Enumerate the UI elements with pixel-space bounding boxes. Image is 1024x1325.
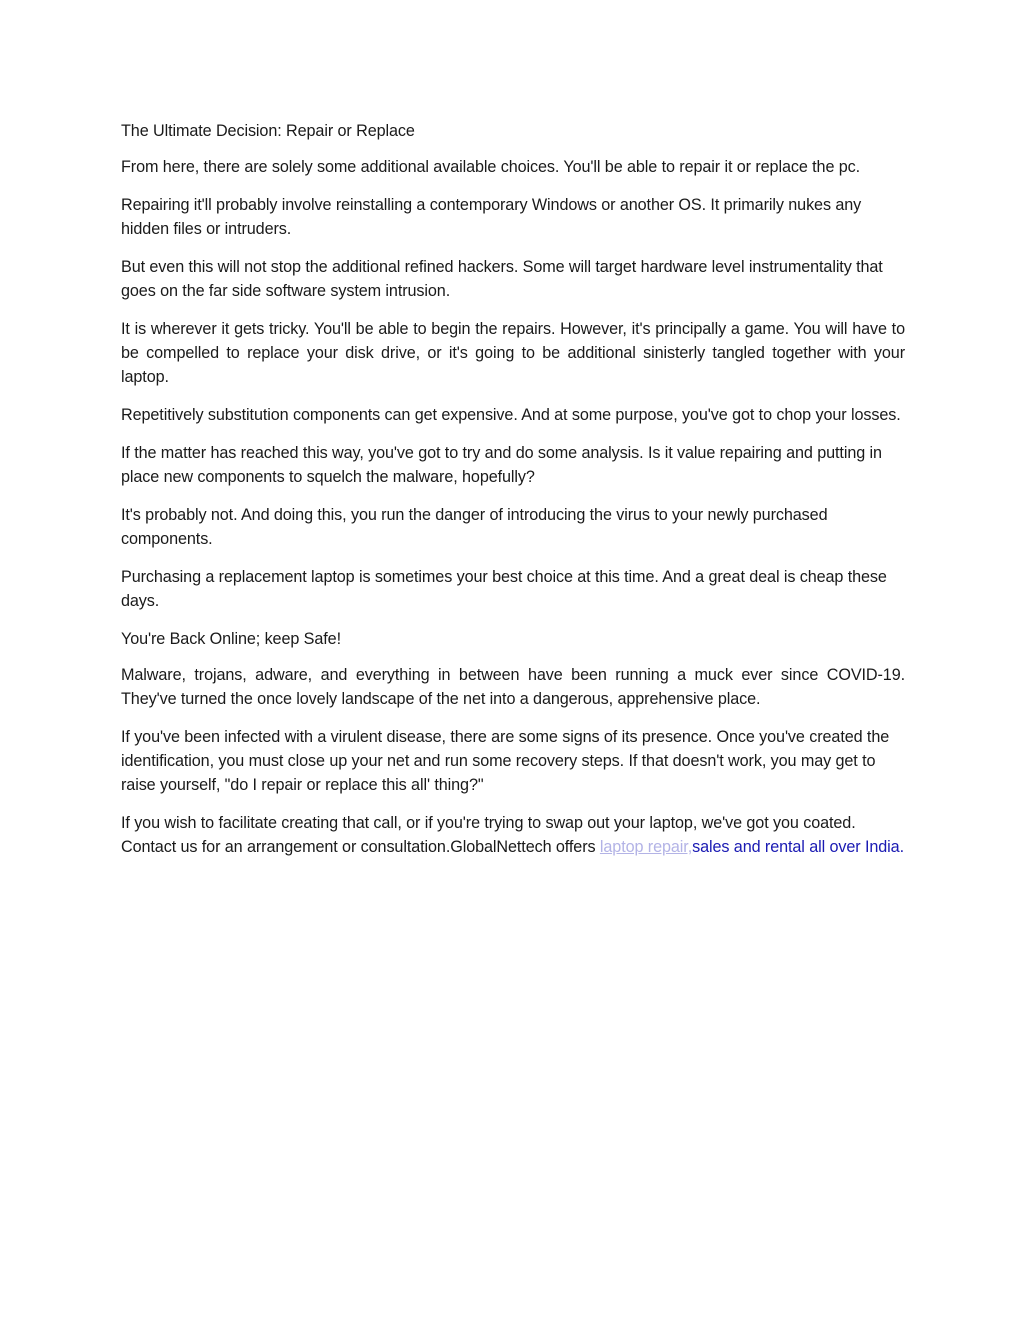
paragraph-analysis: If the matter has reached this way, you've got to try and do some analysis. Is it value repairing and putting in place new components to squelch the malware, hopefully? <box>121 444 882 486</box>
paragraph-tricky: It is wherever it gets tricky. You'll be able to begin the repairs. However, it's principally a game. You will have to be compelled to replace your disk drive, or it's going to be additional sinisterly tangled together with your laptop. <box>121 320 905 386</box>
paragraph-contact <box>121 811 905 859</box>
laptop-repair-link[interactable]: laptop repair, <box>599 838 693 856</box>
document-subheading: You're Back Online; keep Safe! <box>121 630 341 648</box>
document-heading: The Ultimate Decision: Repair or Replace <box>121 122 415 140</box>
contact-text: If you wish to facilitate creating that call, or if you're trying to swap out your laptop, we've got you coated. Contact us for an arrangement or consultation.GlobalNettech offers <box>121 814 856 856</box>
paragraph-expensive: Repetitively substitution components can get expensive. And at some purpose, you've got to chop your losses. <box>121 406 901 424</box>
paragraph-probably-not: It's probably not. And doing this, you run the danger of introducing the virus to your newly purchased components. <box>121 506 828 548</box>
paragraph-malware: Malware, trojans, adware, and everything in between have been running a muck ever since COVID-19. They've turned the once lovely landscape of the net into a dangerous, apprehensive place. <box>121 666 905 708</box>
paragraph-hackers: But even this will not stop the additional refined hackers. Some will target hardware level instrumentality that goes on the far side software system intrusion. <box>121 258 883 300</box>
paragraph-infected: If you've been infected with a virulent disease, there are some signs of its presence. Once you've created the identification, you must close up your net and run some recovery steps. If that doesn't work, you may get to raise yourself, "do I repair or replace this all' thing?" <box>121 728 890 794</box>
sales-rental-link[interactable]: sales and rental all over India. <box>692 838 904 856</box>
paragraph-choices: From here, there are solely some additional available choices. You'll be able to repair it or replace the pc. <box>121 158 861 176</box>
document-body <box>121 119 905 873</box>
paragraph-purchasing: Purchasing a replacement laptop is sometimes your best choice at this time. And a great deal is cheap these days. <box>121 568 887 610</box>
paragraph-repairing: Repairing it'll probably involve reinstalling a contemporary Windows or another OS. It primarily nukes any hidden files or intruders. <box>121 196 862 238</box>
